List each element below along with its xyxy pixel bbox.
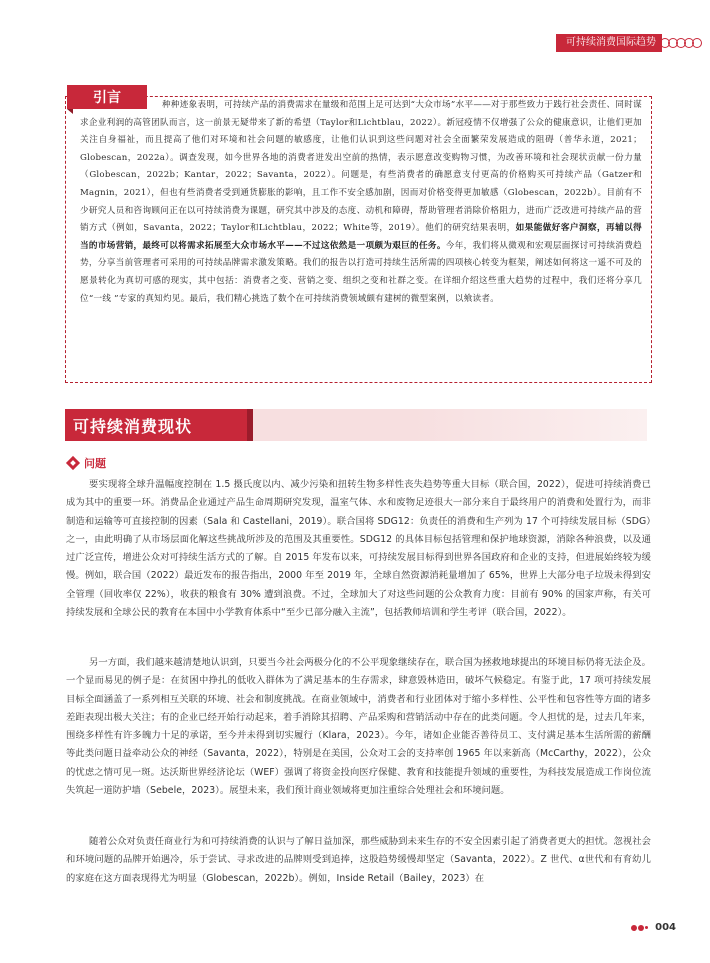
intro-tab: 引言 bbox=[67, 85, 147, 109]
section-title: 可持续消费现状 bbox=[65, 409, 247, 441]
intro-text bbox=[80, 97, 642, 308]
body-paragraph: 随着公众对负责任商业行为和可持续消费的认识与了解日益加深，那些威胁到未来生存的不安全因素引起了消费者更大的担忧。忽视社会和环境问题的品牌开始遇冷，乐于尝试、寻求改进的品牌则受到追捧，这股趋势缓慢却坚定（Savanta，2022）。Z 世代、α世代和有育幼儿的家庭在这方面表现得尤为明显（Globescan，2022b）。例如，Inside Retail（Bailey，2023）在 bbox=[66, 836, 651, 884]
body-paragraph: 另一方面，我们越来越清楚地认识到，只要当今社会两极分化的不公平现象继续存在，联合国为拯救地球提出的环境目标仍将无法企及。一个显而易见的例子是：在贫困中挣扎的低收入群体为了满足基本的生存需求，肆意毁林造田，破坏气候稳定。有鉴于此，17 项可持续发展目标全面涵盖了一系列相互关联的环境、社会和制度挑战。在商业领域中，消费者和行业团体对于缩小多样性、公平性和包容性等方面的诸多差距表现出极大关注；有的企业已经开始行动起来，着手消除其招聘、产品采购和营销活动中存在的此类问题。令人担忧的是，过去几年来，围绕多样性有许多魄力十足的承诺，至今并未得到切实履行（Klara，2023）。今年，诸如企业能否善待员工、支付满足基本生活所需的薪酬等此类问题日益牵动公众的神经（Savanta，2022），特别是在美国，公众对工会的支持率创 1965 年以来新高（McCarthy，2022），公众的忧虑之情可见一斑。达沃斯世界经济论坛（WEF）强调了将资金投向医疗保健、教育和技能提升领域的重要性，为科技发展造成工作岗位流失筑起一道防护墙（Sebele，2023）。展望未来，我们预计商业领域将更加注重综合处理社会和环境问题。 bbox=[66, 657, 651, 797]
section-tag-label: 可持续消费国际趋势 bbox=[556, 34, 662, 52]
intro-text-bold: 如果能做好客户洞察，再辅以得当的市场营销，最终可以将需求拓展至大众市场水平——不过这依然是一项颇为艰巨的任务。 bbox=[80, 223, 642, 251]
section-tag bbox=[556, 34, 710, 52]
body-paragraph: 要实现将全球升温幅度控制在 1.5 摄氏度以内、减少污染和扭转生物多样性丧失趋势等重大目标（联合国，2022），促进可持续消费已成为其中的重要一环。消费品企业通过产品生命周期研究发现，温室气体、水和废物足迹很大一部分来自于最终用户的消费和处置行为，而非制造和运输等可直接控制的因素（Sala 和 Castellani，2019）。联合国将 SDG12：负责任的消费和生产列为 17 个可持续发展目标（SDG）之一，由此明确了从市场层面化解这些挑战所涉及的范围及其重要性。SDG12 的具体目标包括管理和保护地球资源，消除各种浪费，以及通过广泛宣传，增进公众对可持续生活方式的了解。自 2015 年发布以来，可持续发展目标得到世界各国政府和企业的支持，但进展始终较为缓慢。例如，联合国（2022）最近发布的报告指出，2000 年至 2019 年，全球自然资源消耗量增加了 65%，世界上大部分电子垃圾未得到安全管理（回收率仅 22%），收获的粮食有 30% 遭到浪费。不过，全球加大了对这些问题的公众教育力度：目前有 90% 的国家声称，有关可持续发展和全球公民的教育在本国中小学教育体系中“至少已部分融入主流”，包括教师培训和学生考评（联合国，2022）。 bbox=[66, 479, 651, 619]
intro-text-part2: 今年，我们将从微观和宏观层面探讨可持续消费趋势，分享当前管理者可采用的可持续品牌需求激发策略。我们的报告以打造可持续生活所需的四项核心转变为框架，阐述如何将这一遥不可及的愿景转化为真切可感的现实，其中包括：消费者之变、营销之变、组织之变和社群之变。在详细介绍这些重大趋势的过程中，我们还将分享几位“一线 ”专家的真知灼见。最后，我们精心挑选了数个在可持续消费领域颇有建树的微型案例，以飨读者。 bbox=[80, 240, 642, 304]
rings-decoration bbox=[662, 38, 710, 48]
diamond-icon bbox=[66, 456, 80, 470]
dot-icon bbox=[631, 925, 637, 931]
footer-dots-icon bbox=[631, 925, 650, 931]
subheading-label: 问题 bbox=[84, 457, 106, 470]
intro-text-part1: 种种迹象表明，可持续产品的消费需求在量级和范围上足可达到“大众市场”水平——对于那些致力于践行社会责任、同时谋求企业利润的高管团队而言，这一前景无疑带来了新的希望（Taylor和Lichtblau，2022）。新冠疫情不仅增强了公众的健康意识，让他们更加关注自身福祉，而且提高了他们对环境和社会问题的敏感度，让他们认识到这些问题对社会全面繁荣发展造成的阻碍（普华永道，2021；Globescan，2022a）。调查发现，如今世界各地的消费者迸发出空前的热情，表示愿意改变购物习惯，为改善环境和社会现状贡献一份力量（Globescan，2022b；Kantar，2022；Savanta，2022）。问题是，有些消费者的确愿意支付更高的价格购买可持续产品（Gatzer和Magnin，2021），但也有些消费者受到通货膨胀的影响，且工作不安全感加剧，因而对价格变得更加敏感（Globescan，2022b）。目前有不少研究人员和咨询顾问正在以可持续消费为课题，研究其中涉及的态度、动机和障碍，帮助管理者消除价格阻力，进而广泛改进可持续产品的营销方式（例如，Savanta，2022；Taylor和Lichtblau，2022；White等，2019）。他们的研究结果表明， bbox=[80, 100, 642, 234]
page-number: 004 bbox=[655, 922, 676, 933]
dot-icon bbox=[645, 926, 648, 929]
ring-icon bbox=[692, 38, 702, 48]
page-footer bbox=[631, 922, 676, 933]
dot-icon bbox=[638, 925, 644, 931]
subheading bbox=[66, 455, 106, 471]
